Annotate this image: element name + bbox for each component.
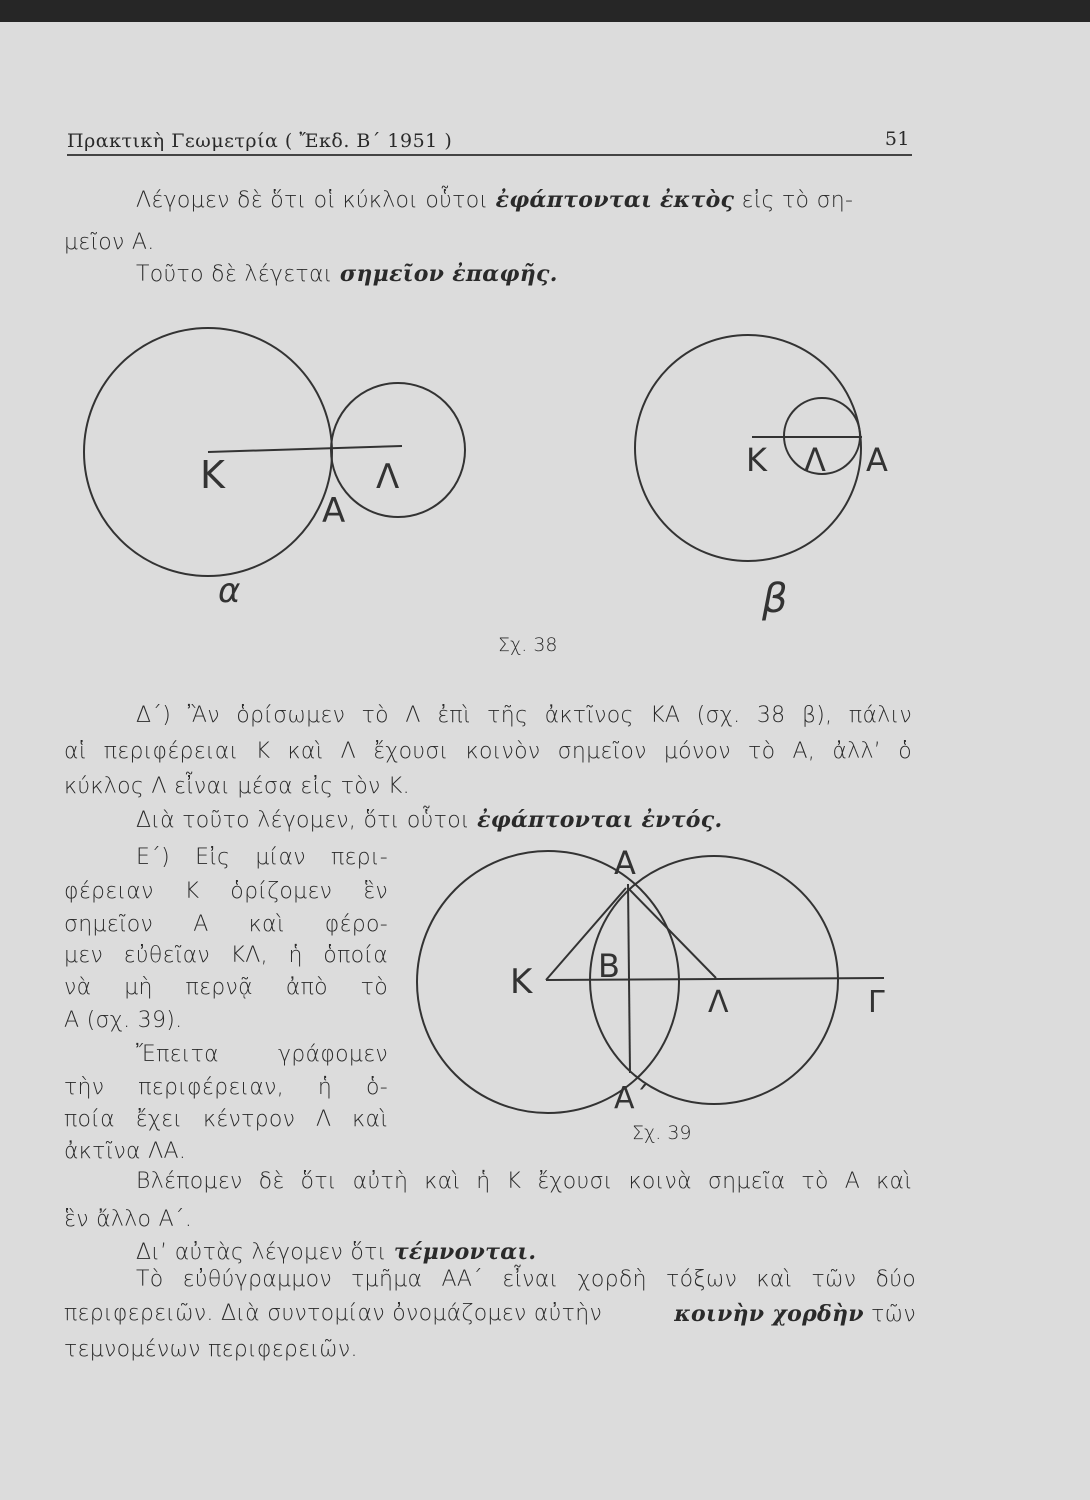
sectionE-line-4: μεν εὐθεῖαν ΚΛ, ἡ ὁποία (64, 943, 388, 968)
fig38a-radius-line (208, 446, 402, 452)
emphasis-run: σημεῖον ἐπαφῆς. (339, 261, 558, 287)
fig39-label-k: Κ (510, 962, 533, 1002)
header-title: Πρακτικὴ Γεωμετρία ( Ἔκδ. Β΄ 1951 ) (67, 130, 453, 152)
fig39-common-chord (628, 884, 630, 1073)
text-run: Τοῦτο δὲ λέγεται (136, 262, 340, 287)
sectionE-line-8: τὴν περιφέρειαν, ἡ ὁ- (64, 1075, 388, 1100)
intro-line-3 (136, 260, 558, 289)
fig38b-label-l: Λ (804, 441, 826, 479)
fig39-circle-k (417, 851, 679, 1113)
page-number: 51 (884, 128, 910, 150)
emphasis-run: τέμνονται. (393, 1239, 537, 1265)
fig39-segment-la (628, 888, 716, 978)
scan-top-border (0, 0, 1090, 22)
fig39-label-b: Β (598, 947, 620, 985)
text-run: εἰς τὸ ση- (734, 188, 854, 213)
sectionD-line-1: Δ΄) Ἂν ὁρίσωμεν τὸ Λ ἐπὶ τῆς ἀκτῖνος ΚΑ (σχ. 38 β), πάλιν (136, 703, 912, 728)
fig38a-label-k: Κ (200, 453, 225, 497)
fig39-label-a-prime: Α΄ (614, 1081, 650, 1116)
sectionD-line-3: κύκλος Λ εἶναι μέσα εἰς τὸν Κ. (64, 774, 410, 799)
closing-line-5 (64, 1300, 916, 1329)
figure-38 (0, 320, 1090, 660)
closing-line-4: Τὸ εὐθύγραμμον τμῆμα ΑΑ΄ εἶναι χορδὴ τόξων καὶ τῶν δύο (136, 1267, 916, 1292)
sectionE-line-6: Α (σχ. 39). (64, 1008, 183, 1033)
sectionD-line-2: αἱ περιφέρειαι Κ καὶ Λ ἔχουσι κοινὸν σημεῖον μόνον τὸ Α, ἀλλ’ ὁ (64, 739, 912, 764)
intro-line-2: μεῖον Α. (64, 230, 155, 255)
closing-line-2: ἓν ἄλλο Α΄. (64, 1207, 193, 1232)
fig38a-label-l: Λ (376, 457, 400, 497)
fig39-caption: Σχ. 39 (632, 1122, 692, 1144)
closing-line-3 (136, 1238, 536, 1267)
fig38-caption: Σχ. 38 (498, 634, 558, 656)
intro-line-1 (136, 186, 853, 215)
emphasis-run: ἐφάπτονται ἐντός. (477, 807, 723, 833)
fig38b-label-k: Κ (746, 441, 767, 479)
fig38b-label-a: Α (866, 441, 888, 479)
closing-line-6: τεμνομένων περιφερειῶν. (64, 1337, 358, 1362)
emphasis-run: κοινὴν χορδὴν (674, 1301, 864, 1327)
sectionD-line-4 (136, 806, 722, 835)
sectionE-line-10: ἀκτῖνα ΛΑ. (64, 1139, 187, 1164)
text-run: Διὰ τοῦτο λέγομεν, ὅτι οὗτοι (136, 808, 478, 833)
figure-39 (400, 840, 900, 1116)
sectionE-line-1: Ε΄) Εἰς μίαν περι- (136, 845, 388, 870)
fig38a-label-a: Α (322, 491, 346, 531)
fig38a-sublabel: α (218, 571, 241, 611)
fig39-label-a: Α (614, 844, 636, 882)
fig38b-sublabel: β (762, 576, 788, 622)
emphasis-run: ἐφάπτονται ἐκτὸς (495, 187, 735, 213)
text-run: Δι’ αὐτὰς λέγομεν ὅτι (136, 1240, 394, 1265)
fig39-label-g: Γ (868, 985, 885, 1020)
text-run: περιφερειῶν. Διὰ συντομίαν ὀνομάζομεν αὐτὴν (64, 1301, 603, 1326)
sectionE-line-7: Ἔπειτα γράφομεν (136, 1042, 388, 1067)
sectionE-line-9: ποία ἔχει κέντρον Λ καὶ (64, 1107, 388, 1132)
fig39-label-l: Λ (708, 985, 729, 1020)
sectionE-line-2: φέρειαν Κ ὁρίζομεν ἓν (64, 879, 388, 904)
sectionE-line-5: νὰ μὴ περνᾷ ἀπὸ τὸ (64, 975, 388, 1000)
text-run: τῶν (863, 1302, 916, 1327)
closing-line-1: Βλέπομεν δὲ ὅτι αὐτὴ καὶ ἡ Κ ἔχουσι κοινὰ σημεῖα τὸ Α καὶ (136, 1169, 912, 1194)
text-run: Λέγομεν δὲ ὅτι οἱ κύκλοι οὗτοι (136, 188, 496, 213)
text-run-group (674, 1300, 916, 1329)
sectionE-line-3: σημεῖον Α καὶ φέρο- (64, 912, 388, 937)
running-header (67, 128, 912, 156)
